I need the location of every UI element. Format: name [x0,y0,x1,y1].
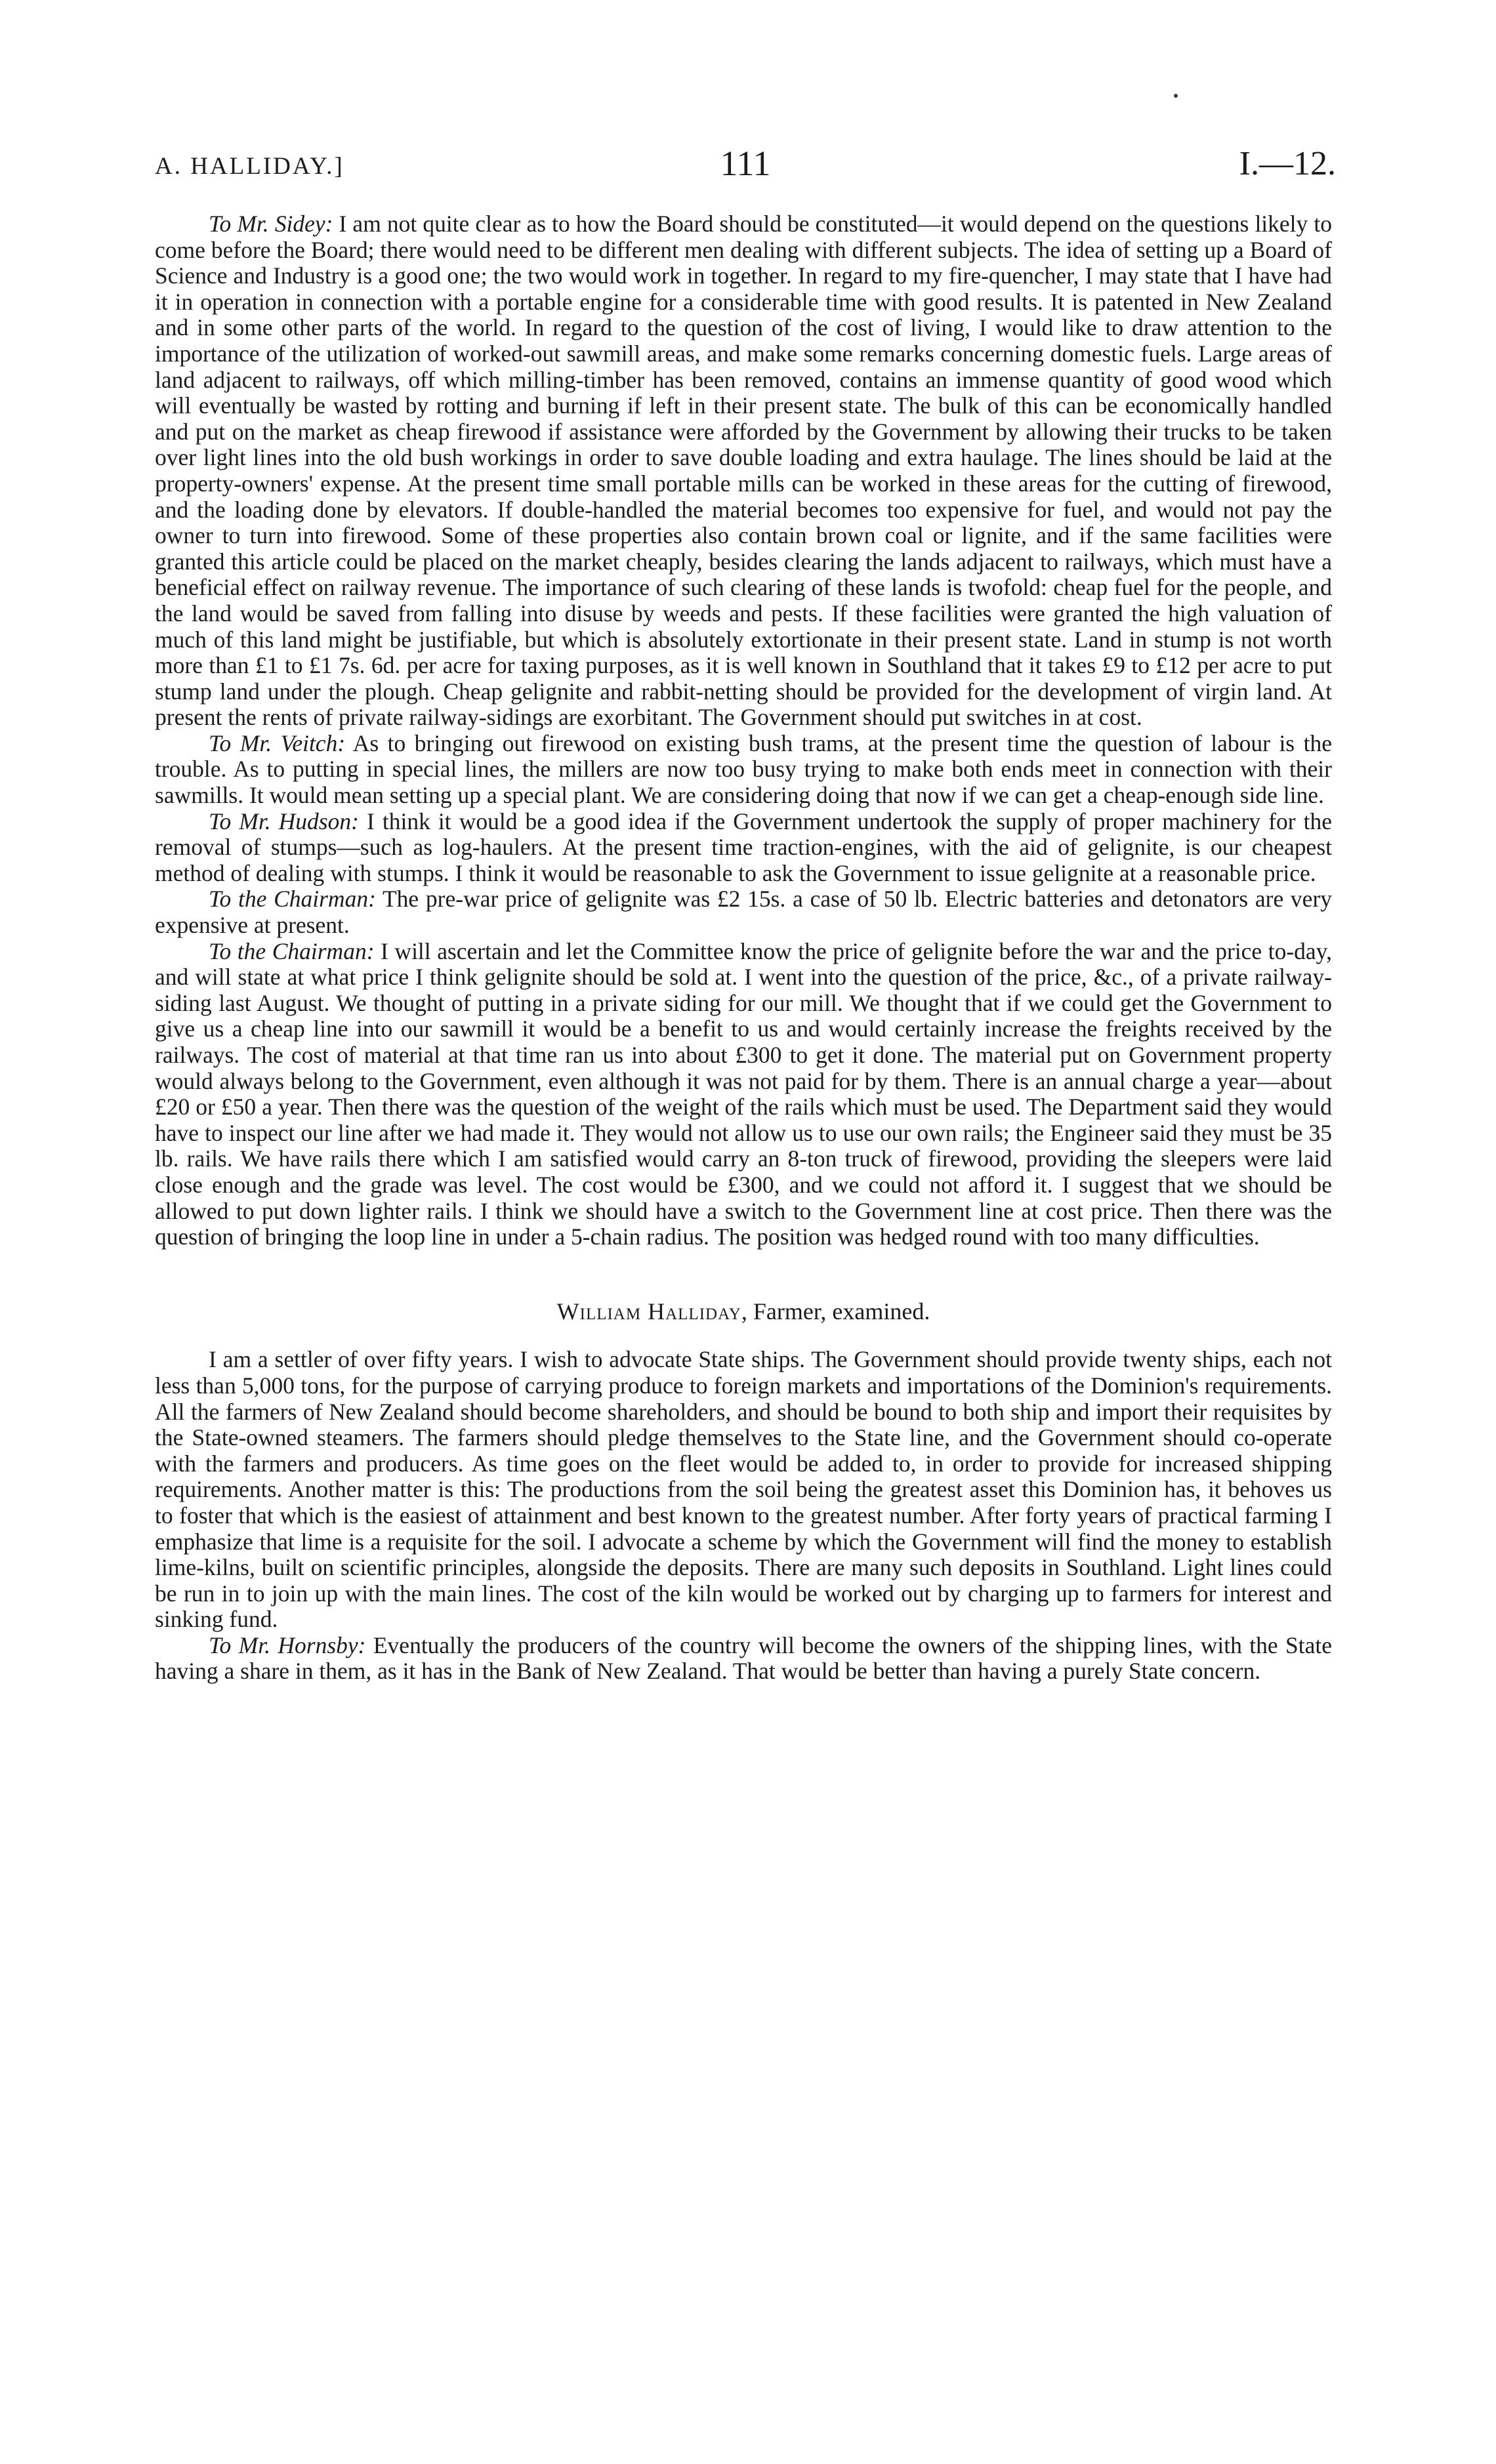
paragraph [155,1633,1332,1685]
paragraph [155,886,1332,938]
paragraph-text: I will ascertain and let the Committee know the price of gelignite before the war and the price to-day, and will state at what price I think gelignite should be sold at. I went into the question of the price, &c., of a private railway-siding last August. We thought of putting in a private siding for our mill. We thought that if we could get the Government to give us a cheap line into our sawmill it would be a benefit to us and would certainly increase the freights received by the railways. The cost of material at that time ran us into about £300 to get it done. The material put on Government property would always belong to the Government, even although it was not paid for by them. There is an annual charge a year—about £20 or £50 a year. Then there was the question of the weight of the rails which must be used. The Department said they would have to inspect our line after we had made it. They would not allow us to use our own rails; the Engineer said they must be 35 lb. rails. We have rails there which I am satisfied would carry an 8-ton truck of firewood, providing the sleepers were laid close enough and the grade was level. The cost would be £300, and we could not afford it. I suggest that we should be allowed to put down lighter rails. I think we should have a switch to the Government line at cost price. Then there was the question of bringing the loop line in under a 5-chain radius. The position was hedged round with too many difficulties. [155,937,1332,1250]
running-header [155,143,1336,189]
paragraph-addressee: To the Chairman: [209,886,376,913]
page-body [155,211,1332,1685]
document-reference: I.—12. [1239,145,1336,182]
paragraph-text: As to bringing out firewood on existing bush trams, at the present time the question of labour is the trouble. As to putting in special lines, the millers are now too busy trying to make both ends meet in connection with their sawmills. It would mean setting up a special plant. We are considering doing that now if we can get a cheap-enough side line. [155,729,1332,809]
paragraph-addressee: To Mr. Sidey: [209,211,333,237]
paragraph-text: The pre-war price of gelignite was £2 15s. a case of 50 lb. Electric batteries and detonators are very expensive at present. [155,886,1333,939]
paragraph-addressee: To the Chairman: [209,937,375,964]
paragraph [155,731,1332,809]
paragraph-text: Eventually the producers of the country will become the owners of the shipping lines, with the State having a share in them, as it has in the Bank of New Zealand. That would be better than having a purely State concern. [155,1632,1332,1685]
paragraph [155,939,1332,1250]
paragraph-addressee: To Mr. Hornsby: [209,1632,366,1658]
paragraph-text: I think it would be a good idea if the Government undertook the supply of proper machinery for the removal of stumps—such as log-haulers. At the present time traction-engines, with the aid of gelignite, is our cheapest method of dealing with stumps. I think it would be reasonable to ask the Government to issue gelignite at a reasonable price. [155,808,1332,886]
paragraph [155,211,1332,731]
paragraph-text: I am not quite clear as to how the Board should be constituted—it would depend on the questions likely to come before the Board; there would need to be different men dealing with different subjects. The idea of setting up a Board of Science and Industry is a good one; the two would work in together. In regard to my fire-quencher, I may state that I have had it in operation in connection with a portable engine for a considerable time with good results. It is patented in New Zealand and in some other parts of the world. In regard to the question of the cost of living, I would like to draw attention to the importance of the utilization of worked-out sawmill areas, and make some remarks concerning domestic fuels. Large areas of land adjacent to railways, off which milling-timber has been removed, contains an immense quantity of good wood which will eventually be wasted by rotting and burning if left in their present state. The bulk of this can be economically handled and put on the market as cheap firewood if assistance were afforded by the Government by allowing their trucks to be taken over light lines into the old bush workings in order to save double loading and extra haulage. The lines should be laid at the property-owners' expense. At the present time small portable mills can be worked in these areas for the cutting of firewood, and the loading done by elevators. If double-handled the material becomes too expensive for fuel, and would not pay the owner to turn into firewood. Some of these properties also contain brown coal or lignite, and if the same facilities were granted this article could be placed on the market cheaply, besides clearing the lands adjacent to railways, which must have a beneficial effect on railway revenue. The importance of such clearing of these lands is twofold: cheap fuel for the people, and the land would be saved from falling into disuse by weeds and pests. If these facilities were granted the high valuation of much of this land might be justifiable, but which is absolutely extortionate in their present state. Land in stump is not worth more than £1 to £1 7s. 6d. per acre for taxing purposes, as it is well known in Southland that it takes £9 to £12 per acre to put stump land under the plough. Cheap gelignite and rabbit-netting should be provided for the development of virgin land. At present the rents of private railway-sidings are exorbitant. The Government should put switches in at cost. [155,211,1332,731]
header-author-reference: A. HALLIDAY.] [155,153,344,180]
witness-description: , Farmer, examined. [741,1298,930,1324]
paragraph-text: I am a settler of over fifty years. I wish to advocate State ships. The Government should provide twenty ships, each not less than 5,000 tons, for the purpose of carrying produce to foreign markets and importations of the Dominion's requirements. All the farmers of New Zealand should become shareholders, and should be bound to both ship and import their requisites by the State-owned steamers. The farmers should pledge themselves to the State line, and the Government should co-operate with the farmers and producers. As time goes on the fleet would be added to, in order to provide for increased shipping requirements. Another matter is this: The productions from the soil being the greatest asset this Dominion has, it behoves us to foster that which is the easiest of attainment and best known to the greatest number. After forty years of practical farming I emphasize that lime is a requisite for the soil. I advocate a scheme by which the Government will find the money to establish lime-kilns, built on scientific principles, alongside the deposits. There are many such deposits in Southland. Light lines could be run in to join up with the main lines. The cost of the kiln would be worked out by charging up to farmers for interest and sinking fund. [155,1346,1332,1633]
witness-name: William Halliday [556,1298,741,1324]
witness-heading [155,1299,1332,1325]
paragraph-addressee: To Mr. Hudson: [209,808,359,834]
paragraph [155,809,1332,887]
stray-dot-mark [1174,94,1178,98]
paragraph-addressee: To Mr. Veitch: [209,729,346,756]
paragraph [155,1347,1332,1633]
page-number: 111 [720,144,771,183]
